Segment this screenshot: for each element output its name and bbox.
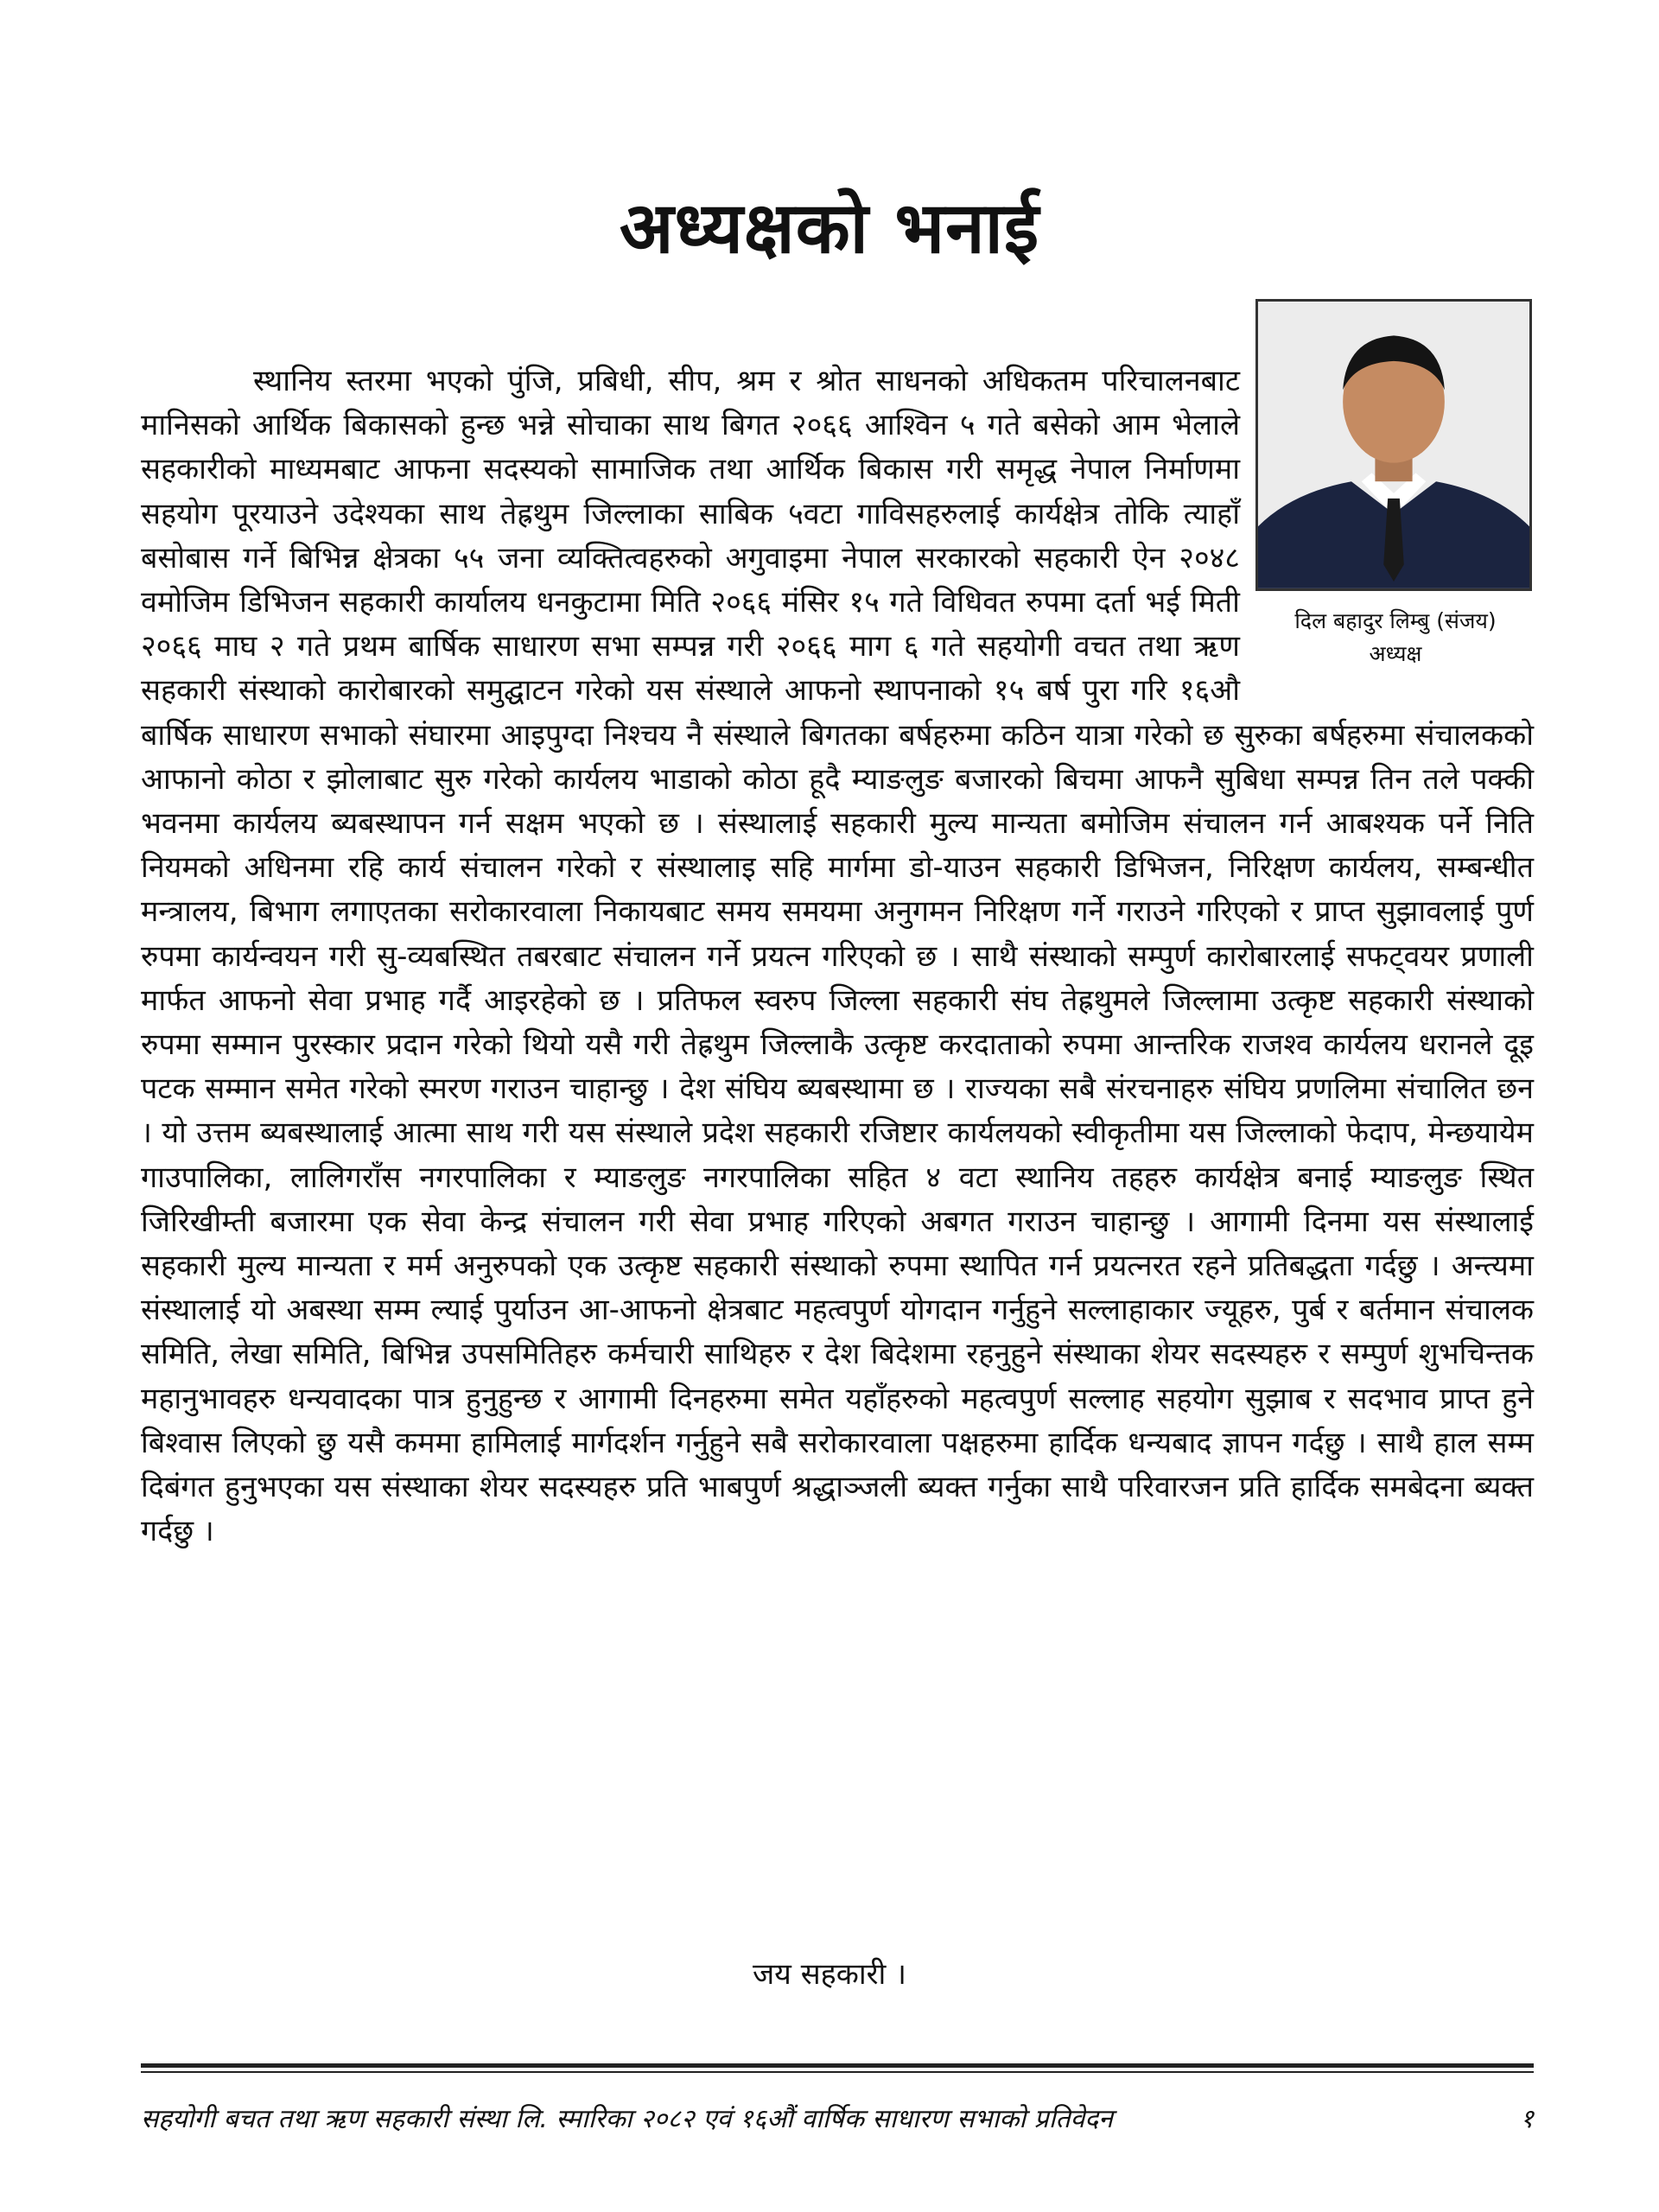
chairman-name: दिल बहादुर लिम्बु (संजय) — [1294, 608, 1497, 633]
footer-divider-thin — [141, 2071, 1534, 2073]
message-paragraph: स्थानिय स्तरमा भएको पुंजि, प्रबिधी, सीप, श्रम र श्रोत साधनको अधिकतम परिचालनबाट मानिसको आर्थिक बिकासको हुन्छ भन्ने सोचाका साथ बिगत २०६६ आश्विन ५ गते बसेको आम भेलाले सहकारीको माध्यमबाट आफना सदस्यको सामाजिक तथा आर्थिक बिकास गरी समृद्ध नेपाल निर्माणमा सहयोग पूरयाउने उदेश्यका साथ तेह्रथुम जिल्लाका साबिक ५वटा गाविसहरुलाई कार्यक्षेत्र तोकि त्याहाँ बसोबास गर्ने बिभिन्न क्षेत्रका ५५ जना व्यक्तित्वहरुको अगुवाइमा नेपाल सरकारको सहकारी ऐन २०४८ वमोजिम डिभिजन सहकारी कार्यालय धनकुटामा मिति २०६६ मंसिर १५ गते विधिवत रुपमा दर्ता भई मिती २०६६ माघ २ गते प्रथम बार्षिक साधारण सभा सम्पन्न गरी २०६६ माग ६ गते सहयोगी वचत तथा ऋण सहकारी संस्थाको कारोबारको समुद्घाटन गरेको यस संस्थाले आफनो स्थापनाको १५ बर्ष पुरा गरि १६औ बार्षिक साधारण सभाको संघारमा आइपुग्दा निश्चय नै संस्थाले बिगतका बर्षहरुमा कठिन यात्रा गरेको छ सुरुका बर्षहरुमा संचालकको आफानो कोठा र झोलाबाट सुरु गरेको कार्यलय भाडाको कोठा हूदै म्याङलुङ बजारको बिचमा आफनै सुबिधा सम्पन्न तिन तले पक्की भवनमा कार्यलय ब्यबस्थापन गर्न सक्षम भएको छ । संस्थालाई सहकारी मुल्य मान्यता बमोजिम संचालन गर्न आबश्यक पर्ने निति नियमको अधिनमा रहि कार्य संचालन गरेको र संस्थालाइ सहि मार्गमा डो-याउन सहकारी डिभिजन, निरिक्षण कार्यलय, सम्बन्धीत मन्त्रालय, बिभाग लगाएतका सरोकारवाला निकायबाट समय समयमा अनुगमन निरिक्षण गर्ने गराउने गरिएको र प्राप्त सुझावलाई पुर्ण रुपमा कार्यन्वयन गरी सु-व्यबस्थित तबरबाट संचालन गर्ने प्रयत्न गरिएको छ । साथै संस्थाको सम्पुर्ण कारोबारलाई सफट्वयर प्रणाली मार्फत आफनो सेवा प्रभाह गर्दै आइरहेको छ । प्रतिफल स्वरुप जिल्ला सहकारी संघ तेह्रथुमले जिल्लामा उत्कृष्ट सहकारी संस्थाको रुपमा सम्मान पुरस्कार प्रदान गरेको थियो यसै गरी तेह्रथुम जिल्लाकै उत्कृष्ट करदाताको रुपमा आन्तरिक राजश्व कार्यलय धरानले दूइ पटक सम्मान समेत गरेको स्मरण गराउन चाहान्छु । देश संघिय ब्यबस्थामा छ । राज्यका सबै संरचनाहरु संघिय प्रणलिमा संचालित छन । यो उत्तम ब्यबस्थालाई आत्मा साथ गरी यस संस्थाले प्रदेश सहकारी रजिष्टार कार्यलयको स्वीकृतीमा यस जिल्लाको फेदाप, मेन्छयायेम गाउपालिका, लालिगराँस नगरपालिका र म्याङलुङ नगरपालिका सहित ४ वटा स्थानिय तहहरु कार्यक्षेत्र बनाई म्याङलुङ स्थित जिरिखीम्ती बजारमा एक सेवा केन्द्र संचालन गरी सेवा प्रभाह गरिएको अबगत गराउन चाहान्छु । आगामी दिनमा यस संस्थालाई सहकारी मुल्य मान्यता र मर्म अनुरुपको एक उत्कृष्ट सहकारी संस्थाको रुपमा स्थापित गर्न प्रयत्नरत रहने प्रतिबद्धता गर्दछु । अन्त्यमा संस्थालाई यो अबस्था सम्म ल्याई पुर्याउन आ-आफनो क्षेत्रबाट महत्वपुर्ण योगदान गर्नुहुने सल्लाहाकार ज्यूहरु, पुर्ब र बर्तमान संचालक समिति, लेखा समिति, बिभिन्न उपसमितिहरु कर्मचारी साथिहरु र देश बिदेशमा रहनुहुने संस्थाका शेयर सदस्यहरु र सम्पुर्ण शुभचिन्तक महानुभावहरु धन्यवादका पात्र हुनुहुन्छ र आगामी दिनहरुमा समेत यहाँहरुको महत्वपुर्ण सल्लाह सहयोग सुझाब र सदभाव प्राप्त हुने बिश्वास लिएको छु यसै कममा हामिलाई मार्गदर्शन गर्नुहुने सबै सरोकारवाला पक्षहरुमा हार्दिक धन्यबाद ज्ञापन गर्दछु । साथै हाल सम्म दिबंगत हुनुभएका यस संस्थाका शेयर सदस्यहरु प्रति भाबपुर्ण श्रद्धाञ्जली ब्यक्त गर्नुका साथै परिवारजन प्रति हार्दिक समबेदना ब्यक्त गर्दछु । — [141, 364, 1534, 1549]
photo-wrap-space — [1240, 359, 1534, 709]
closing-line: जय सहकारी । — [752, 1957, 907, 1992]
page-title: अध्यक्षको भनाई — [619, 188, 1040, 270]
message-body — [141, 359, 1534, 1554]
page-number: १ — [1520, 2104, 1534, 2134]
footer-publication-title: सहयोगी बचत तथा ऋण सहकारी संस्था लि. स्मारिका २०८२ एवं १६औं वार्षिक साधारण सभाको प्रतिवेदन — [141, 2104, 1113, 2134]
footer-divider — [141, 2063, 1534, 2068]
chairman-designation: अध्यक्ष — [1369, 641, 1422, 666]
page-footer — [141, 2100, 1534, 2135]
